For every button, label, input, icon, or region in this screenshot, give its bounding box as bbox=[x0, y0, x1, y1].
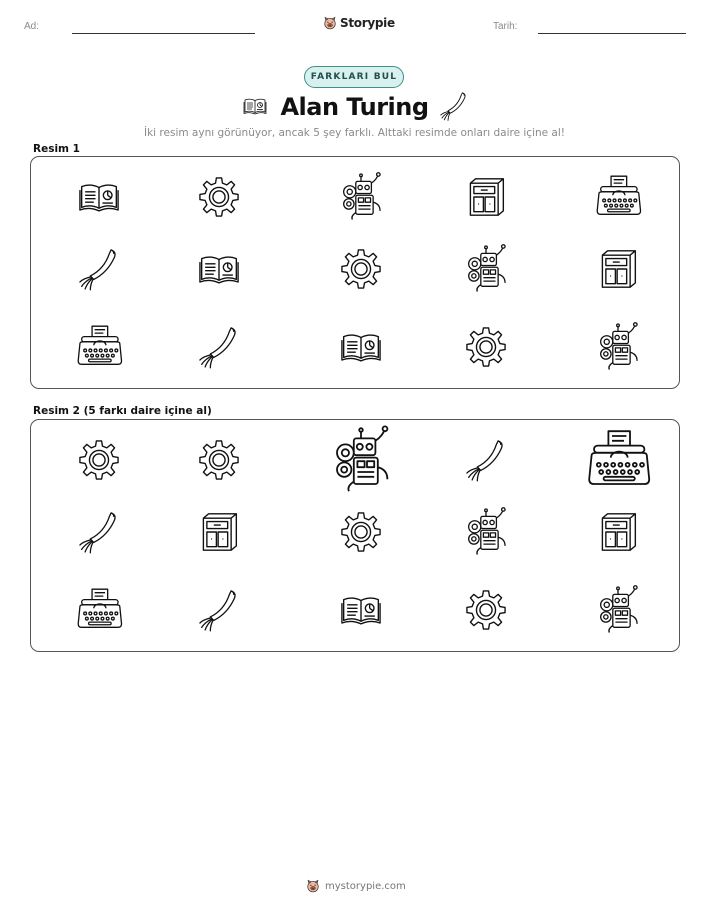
gear-icon[interactable] bbox=[73, 434, 125, 486]
robot-icon bbox=[335, 171, 387, 223]
cable-icon[interactable] bbox=[193, 584, 245, 636]
typewriter-icon[interactable] bbox=[73, 584, 125, 636]
cabinet-icon[interactable] bbox=[193, 506, 245, 558]
date-label: Tarih: bbox=[493, 21, 518, 32]
robot-icon bbox=[460, 243, 512, 295]
name-label: Ad: bbox=[24, 21, 40, 32]
cable-icon bbox=[436, 88, 472, 124]
book-icon bbox=[193, 243, 245, 295]
book-icon[interactable] bbox=[335, 584, 387, 636]
typewriter-icon[interactable] bbox=[582, 424, 654, 496]
gear-icon bbox=[193, 171, 245, 223]
cable-icon[interactable] bbox=[73, 506, 125, 558]
picture-1-label: Resim 1 bbox=[33, 143, 80, 155]
typewriter-icon bbox=[592, 171, 644, 223]
date-line[interactable] bbox=[538, 33, 686, 34]
instructions: İki resim aynı görünüyor, ancak 5 şey farklı. Alttaki resimde onları daire içine al! bbox=[144, 127, 565, 139]
brand-name: Storypie bbox=[340, 16, 395, 30]
typewriter-icon bbox=[73, 321, 125, 373]
footer-site: mystorypie.com bbox=[325, 880, 406, 892]
robot-icon[interactable] bbox=[592, 584, 644, 636]
pig-logo-icon bbox=[306, 879, 320, 893]
name-line[interactable] bbox=[72, 33, 255, 34]
cabinet-icon bbox=[592, 243, 644, 295]
gear-icon[interactable] bbox=[335, 506, 387, 558]
page-title: Alan Turing bbox=[280, 93, 429, 121]
activity-badge: FARKLARI BUL bbox=[304, 66, 404, 88]
robot-icon bbox=[592, 321, 644, 373]
picture-2-label: Resim 2 (5 farkı daire içine al) bbox=[33, 405, 212, 417]
footer bbox=[306, 879, 406, 893]
cable-icon bbox=[73, 243, 125, 295]
cable-icon bbox=[193, 321, 245, 373]
picture-1-panel bbox=[30, 156, 680, 389]
cabinet-icon bbox=[460, 171, 512, 223]
picture-2-panel[interactable] bbox=[30, 419, 680, 652]
robot-icon[interactable] bbox=[460, 506, 512, 558]
book-icon bbox=[73, 171, 125, 223]
cable-icon[interactable] bbox=[460, 434, 512, 486]
gear-icon[interactable] bbox=[193, 434, 245, 486]
gear-icon bbox=[335, 243, 387, 295]
cabinet-icon[interactable] bbox=[592, 506, 644, 558]
gear-icon bbox=[460, 321, 512, 373]
robot-icon[interactable] bbox=[325, 424, 397, 496]
brand-logo bbox=[323, 13, 395, 33]
gear-icon[interactable] bbox=[460, 584, 512, 636]
book-icon bbox=[335, 321, 387, 373]
pig-logo-icon bbox=[323, 16, 337, 30]
